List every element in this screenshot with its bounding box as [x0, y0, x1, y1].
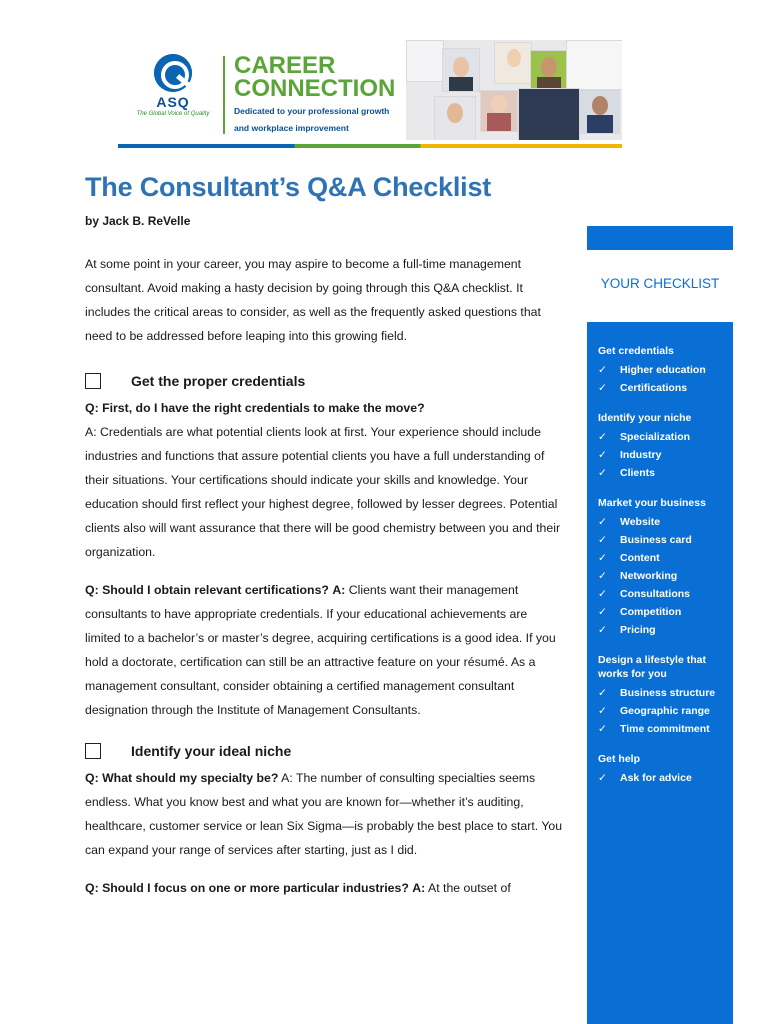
checklist-group-title: Identify your niche	[598, 412, 692, 424]
asq-q-icon	[154, 54, 192, 92]
checklist-item-label: Consultations	[620, 588, 690, 600]
document-title: The Consultant’s Q&A Checklist	[85, 172, 492, 202]
checkmark-icon: ✓	[598, 687, 607, 699]
niche-checkbox[interactable]	[85, 743, 101, 759]
answer-label: A:	[332, 583, 346, 597]
checklist-groups	[587, 322, 733, 787]
question: Q: First, do I have the right credentials to make the move?	[85, 401, 425, 415]
checklist-group	[598, 411, 733, 482]
banner-title-line1: CAREER	[234, 52, 336, 79]
checklist-item-label: Industry	[620, 449, 662, 461]
checklist-group-title: Get credentials	[598, 345, 674, 357]
checklist-item	[598, 769, 733, 787]
checkmark-icon: ✓	[598, 364, 607, 376]
checklist-item	[598, 621, 733, 639]
section-title: Identify your ideal niche	[131, 743, 292, 759]
checklist-item	[598, 428, 733, 446]
answer: Credentials are what potential clients look at first. Your experience should include industries and functions that assure potential clients you have a full understanding of their situations. Your certifications should indicate your skills and knowledge. Your education should first reflect your highest degree, followed by lesser degrees. Potential clients also will want assurance that there will be good chemistry between you and their organization.	[85, 425, 561, 559]
checklist-item-label: Competition	[620, 606, 682, 618]
section-title: Get the proper credentials	[131, 373, 306, 389]
checklist-item-label: Certifications	[620, 382, 688, 394]
checkmark-icon: ✓	[598, 606, 607, 618]
checklist-group	[598, 344, 733, 397]
checklist-item-label: Content	[620, 552, 660, 564]
checklist-item	[598, 603, 733, 621]
checklist-item-label: Business structure	[620, 687, 716, 699]
checklist-item-label: Time commitment	[620, 723, 710, 735]
checklist-item-label: Pricing	[620, 624, 656, 636]
checklist-item	[598, 513, 733, 531]
checklist-group-title: Design a lifestyle that works for you	[598, 654, 706, 680]
checklist-group	[598, 496, 733, 639]
answer-label: A:	[412, 881, 426, 895]
checklist-item	[598, 379, 733, 397]
checklist-item-label: Networking	[620, 570, 678, 582]
checklist-item-label: Higher education	[620, 364, 706, 376]
checklist-item	[598, 702, 733, 720]
checkmark-icon: ✓	[598, 570, 607, 582]
checklist-item	[598, 464, 733, 482]
answer: Clients want their management consultants to have appropriate credentials. If your educational achievements are limited to a bachelor’s or master’s degree, acquiring certifications is a good idea. If you hold a doctorate, certification can still be an attractive feature on your résumé. As a management consultant, consider obtaining a certified management consultant designation through the Institute of Management Consultants.	[85, 583, 556, 717]
credentials-checkbox[interactable]	[85, 373, 101, 389]
answer-label: A:	[85, 425, 97, 439]
checklist-item-label: Ask for advice	[620, 772, 692, 784]
checklist-sidebar	[587, 322, 733, 1024]
sidebar-top-bar	[587, 226, 733, 250]
qa-item	[85, 766, 565, 862]
checklist-group	[598, 653, 733, 738]
checkmark-icon: ✓	[598, 467, 607, 479]
qa-item	[85, 876, 565, 900]
question: Q: What should my specialty be?	[85, 771, 279, 785]
career-connection-banner	[118, 40, 622, 148]
answer: The number of consulting specialties seems endless. What you know best and what you are known for—whether it’s auditing, healthcare, customer service or lean Six Sigma—is probably the best place to start. You can expand your range of services after starting, just as I did.	[85, 771, 563, 857]
question: Q: Should I focus on one or more particular industries?	[85, 881, 409, 895]
banner-subtitle-line2: and workplace improvement	[234, 123, 349, 133]
checklist-item	[598, 446, 733, 464]
checklist-group	[598, 752, 733, 787]
asq-logo	[130, 54, 216, 134]
checklist-item	[598, 531, 733, 549]
banner-divider	[223, 56, 225, 134]
checkmark-icon: ✓	[598, 772, 607, 784]
banner-title-line2: CONNECTION	[234, 75, 396, 102]
asq-logo-text: ASQ	[156, 94, 190, 110]
checklist-item-label: Geographic range	[620, 705, 710, 717]
article-body	[85, 252, 565, 914]
checklist-group-title: Get help	[598, 753, 641, 765]
sidebar-heading: YOUR CHECKLIST	[600, 276, 720, 291]
checkmark-icon: ✓	[598, 624, 607, 636]
section-niche-heading	[85, 736, 565, 766]
checklist-item	[598, 567, 733, 585]
qa-item	[85, 396, 565, 564]
intro-paragraph: At some point in your career, you may aspire to become a full-time management consultant. Avoid making a hasty decision by going through this Q&A checklist. It includes the critical areas to consider, as well as the frequently asked questions that need to be addressed before leaping into this growing field.	[85, 257, 541, 343]
checkmark-icon: ✓	[598, 705, 607, 717]
checklist-item-label: Clients	[620, 467, 656, 479]
checkmark-icon: ✓	[598, 534, 607, 546]
checklist-item	[598, 549, 733, 567]
checklist-item	[598, 361, 733, 379]
checklist-item-label: Website	[620, 516, 661, 528]
checkmark-icon: ✓	[598, 449, 607, 461]
byline: by Jack B. ReVelle	[85, 214, 191, 228]
asq-tagline: The Global Voice of Quality	[136, 111, 210, 117]
checklist-item-label: Specialization	[620, 431, 691, 443]
checkmark-icon: ✓	[598, 516, 607, 528]
question: Q: Should I obtain relevant certifications?	[85, 583, 329, 597]
checkmark-icon: ✓	[598, 723, 607, 735]
checklist-item-label: Business card	[620, 534, 692, 546]
answer: At the outset of	[428, 881, 511, 895]
section-credentials-heading	[85, 366, 565, 396]
checklist-item	[598, 585, 733, 603]
banner-subtitle-line1: Dedicated to your professional growth	[234, 106, 390, 116]
checkmark-icon: ✓	[598, 588, 607, 600]
banner-color-stripe	[118, 144, 622, 148]
answer-label: A:	[281, 771, 293, 785]
people-photo-collage	[406, 40, 622, 140]
checkmark-icon: ✓	[598, 552, 607, 564]
career-connection-heading	[234, 54, 395, 134]
checkmark-icon: ✓	[598, 382, 607, 394]
checklist-item	[598, 684, 733, 702]
checklist-group-title: Market your business	[598, 497, 706, 509]
checkmark-icon: ✓	[598, 431, 607, 443]
qa-item	[85, 578, 565, 722]
checklist-item	[598, 720, 733, 738]
